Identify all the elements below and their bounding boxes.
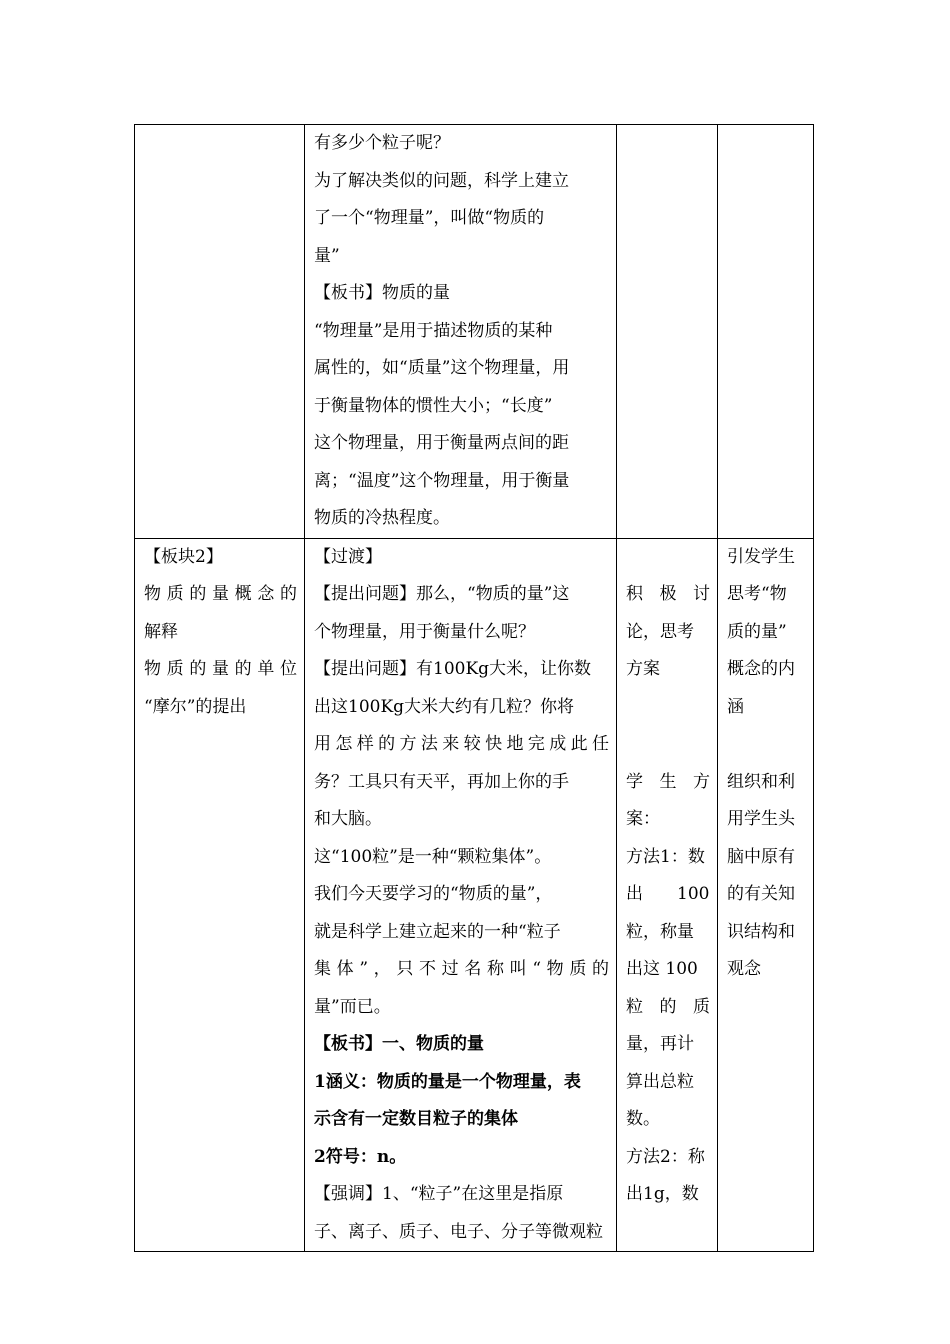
section-cell — [135, 125, 305, 539]
board-heading: 【板书】一、物质的量 — [314, 1034, 484, 1054]
teacher-activity-cell — [305, 538, 617, 1252]
text-line: 粒，称量 — [626, 921, 694, 942]
text-line: 这“100粒”是一种“颗粒集体”。 — [314, 846, 552, 867]
text-line: 了一个“物理量”，叫做“物质的 — [314, 208, 545, 228]
text-line: 数。 — [626, 1109, 660, 1129]
text-line: 案： — [626, 809, 660, 829]
text-line: 解释 — [144, 621, 178, 642]
spacer — [626, 539, 710, 577]
text-line: 质的量” — [727, 621, 787, 642]
text-line: 识结构和 — [727, 921, 795, 942]
text-line: 【提出问题】有100Kg大米，让你数 — [314, 659, 592, 679]
text-line: 方案 — [626, 659, 660, 679]
text-line: 离；“温度”这个物理量，用于衡量 — [314, 470, 570, 491]
text-line: 【板书】物质的量 — [314, 283, 450, 303]
text-line: 粒 的 质 — [626, 996, 710, 1017]
text-line: 用怎样的方法来较快地完成此任 — [314, 734, 609, 754]
text-line: 出这 100 — [626, 959, 698, 979]
text-line: 出这100Kg大米大约有几粒？你将 — [314, 696, 575, 717]
student-activity-cell — [617, 538, 718, 1252]
text-line: 我们今天要学习的“物质的量”， — [314, 884, 553, 904]
text-line: 论，思考 — [626, 621, 694, 642]
text-line: 量” — [314, 245, 340, 266]
text-line: 方法1：数 — [626, 846, 705, 867]
text-line: 学 生 方 — [626, 771, 710, 792]
text-line: 方法2：称 — [626, 1146, 705, 1167]
text-line: 集体”，只不过名称叫“物质的 — [314, 959, 609, 979]
text-line: 概念的内 — [727, 659, 795, 679]
text-line: 算出总粒 — [626, 1071, 694, 1092]
text-line: 出1g，数 — [626, 1184, 699, 1204]
text-line: 子、离子、质子、电子、分子等微观粒 — [314, 1221, 603, 1242]
text-line: 观念 — [727, 959, 761, 979]
text-line: 【强调】1、“粒子”在这里是指原 — [314, 1184, 564, 1204]
symbol-line: 2符号：n。 — [314, 1146, 407, 1167]
text-line: 引发学生 — [727, 546, 795, 567]
text-line: 有多少个粒子呢？ — [314, 133, 450, 153]
text-line: 思考“物 — [727, 584, 787, 604]
text-line: 组织和利 — [727, 771, 795, 792]
text-line: 物质的量的单位 — [144, 659, 297, 679]
lesson-plan-table — [134, 124, 814, 1252]
text-line: 积 极 讨 — [626, 584, 710, 604]
text-line: 量，再计 — [626, 1034, 694, 1054]
text-line: 【过渡】 — [314, 546, 382, 567]
text-line: 出 100 — [626, 884, 710, 904]
spacer — [626, 726, 710, 764]
text-line: 于衡量物体的惯性大小；“长度” — [314, 395, 553, 416]
text-line: “物理量”是用于描述物质的某种 — [314, 320, 553, 341]
text-line: 【提出问题】那么，“物质的量”这 — [314, 584, 570, 604]
text-line: 为了解决类似的问题，科学上建立 — [314, 170, 569, 191]
spacer — [626, 689, 710, 727]
teacher-activity-cell — [305, 125, 617, 539]
text-line: 和大脑。 — [314, 809, 382, 829]
definition-line: 1涵义：物质的量是一个物理量，表 — [314, 1071, 581, 1092]
spacer — [727, 726, 806, 764]
text-line: 务？工具只有天平，再加上你的手 — [314, 771, 569, 792]
section-cell — [135, 538, 305, 1252]
text-line: 就是科学上建立起来的一种“粒子 — [314, 921, 561, 942]
text-line: 属性的，如“质量”这个物理量，用 — [314, 358, 570, 378]
text-line: 量”而已。 — [314, 996, 391, 1017]
text-line: “摩尔”的提出 — [144, 696, 247, 717]
text-line: 物质的冷热程度。 — [314, 508, 450, 528]
definition-line: 示含有一定数目粒子的集体 — [314, 1109, 518, 1129]
table-row — [135, 538, 814, 1252]
text-line: 物质的量概念的 — [144, 584, 297, 604]
text-line: 这个物理量，用于衡量两点间的距 — [314, 433, 569, 453]
text-line: 用学生头 — [727, 809, 795, 829]
text-line: 的有关知 — [727, 884, 795, 904]
design-intent-cell — [718, 125, 814, 539]
text-line: 个物理量，用于衡量什么呢？ — [314, 621, 535, 642]
section-label: 【板块2】 — [144, 546, 223, 567]
text-line: 涵 — [727, 696, 744, 717]
text-line: 脑中原有 — [727, 846, 795, 867]
student-activity-cell — [617, 125, 718, 539]
table-row — [135, 125, 814, 539]
design-intent-cell — [718, 538, 814, 1252]
